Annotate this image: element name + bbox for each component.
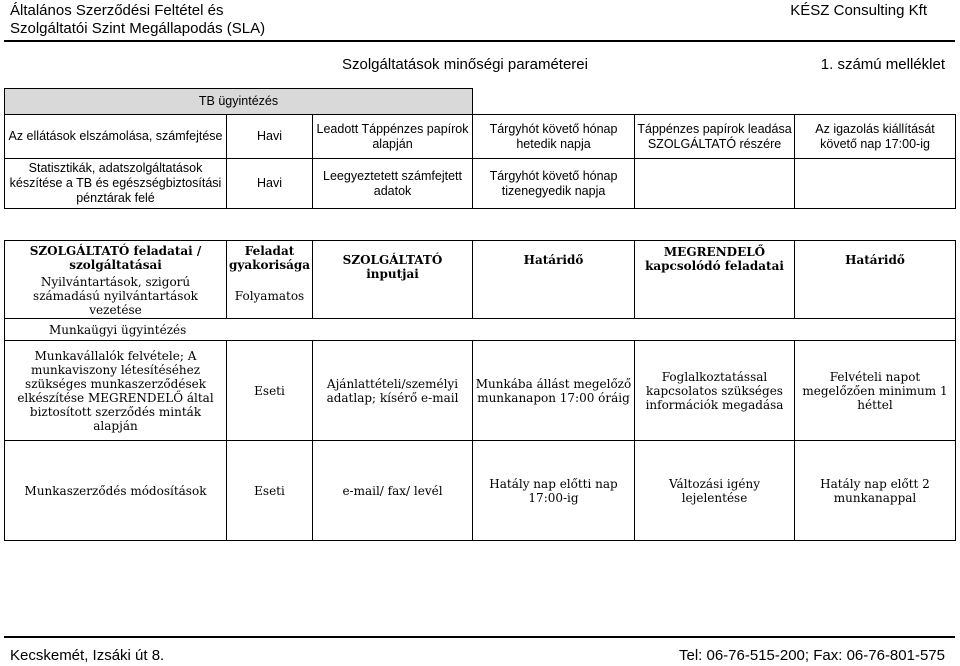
table-cell <box>795 159 956 209</box>
table-cell: Eseti <box>227 341 313 441</box>
table-cell: Foglalkoztatással kapcsolatos szükséges információk megadása <box>635 341 795 441</box>
table-cell: Munkaszerződés módosítások <box>5 441 227 541</box>
table-cell: Változási igény lejelentése <box>635 441 795 541</box>
table-cell: Munkavállalók felvétele; A munkaviszony létesítéséhez szükséges munkaszerződések elkészítése MEGRENDELŐ által biztosított szerződés minták alapján <box>5 341 227 441</box>
table-cell: Táppénzes papírok leadása SZOLGÁLTATÓ részére <box>635 115 795 159</box>
document-title-line2: Szolgáltatói Szint Megállapodás (SLA) <box>10 20 266 37</box>
table-row <box>5 441 956 541</box>
table-cell: Tárgyhót követő hónap tizenegyedik napja <box>473 159 635 209</box>
table-cell: Folyamatos <box>227 275 313 319</box>
table-cell <box>635 159 795 209</box>
document-subtitle: Szolgáltatások minőségi paraméterei <box>342 56 588 73</box>
table-cell: Havi <box>227 159 313 209</box>
document-title-line1: Általános Szerződési Feltétel és <box>10 2 224 19</box>
munkaugy-section-title: Munkaügyi ügyintézés <box>5 319 956 341</box>
footer-contact: Tel: 06-76-515-200; Fax: 06-76-801-575 <box>678 647 945 664</box>
table-cell: Hatály nap előtt 2 munkanappal <box>795 441 956 541</box>
table-cell: Leegyeztetett számfejtett adatok <box>313 159 473 209</box>
table-cell: Havi <box>227 115 313 159</box>
tb-table <box>4 88 956 209</box>
footer-rule <box>4 636 955 638</box>
company-name: KÉSZ Consulting Kft <box>790 2 927 19</box>
column-header: SZOLGÁLTATÓ feladatai / szolgáltatásai <box>5 241 227 275</box>
table-cell: Az ellátások elszámolása, számfejtése <box>5 115 227 159</box>
table-cell: Statisztikák, adatszolgáltatások készítése a TB és egészségbiztosítási pénztárak felé <box>5 159 227 209</box>
column-header: Határidő <box>473 241 635 319</box>
column-header: MEGRENDELŐ kapcsolódó feladatai <box>635 241 795 319</box>
services-table <box>4 240 956 541</box>
table-cell: Eseti <box>227 441 313 541</box>
tb-section-title: TB ügyintézés <box>5 89 473 115</box>
header-rule <box>4 40 955 42</box>
column-header: SZOLGÁLTATÓ inputjai <box>313 241 473 319</box>
table-cell: Ajánlattételi/személyi adatlap; kísérő e-mail <box>313 341 473 441</box>
table-cell: Nyilvántartások, szigorú számadású nyilvántartások vezetése <box>5 275 227 319</box>
table-cell: Leadott Táppénzes papírok alapján <box>313 115 473 159</box>
column-header: Határidő <box>795 241 956 319</box>
table-row <box>5 115 956 159</box>
table-cell: Tárgyhót követő hónap hetedik napja <box>473 115 635 159</box>
table-cell: Hatály nap előtti nap 17:00-ig <box>473 441 635 541</box>
table-cell: Felvételi napot megelőzően minimum 1 héttel <box>795 341 956 441</box>
footer-address: Kecskemét, Izsáki út 8. <box>10 647 165 664</box>
annex-label: 1. számú melléklet <box>820 56 945 73</box>
table-cell: e-mail/ fax/ levél <box>313 441 473 541</box>
table-row <box>5 341 956 441</box>
table-cell: Munkába állást megelőző munkanapon 17:00 óráig <box>473 341 635 441</box>
table-row <box>5 159 956 209</box>
column-header: Feladat gyakorisága <box>227 241 313 275</box>
table-cell: Az igazolás kiállítását követő nap 17:00-ig <box>795 115 956 159</box>
table-header-row <box>5 241 956 275</box>
